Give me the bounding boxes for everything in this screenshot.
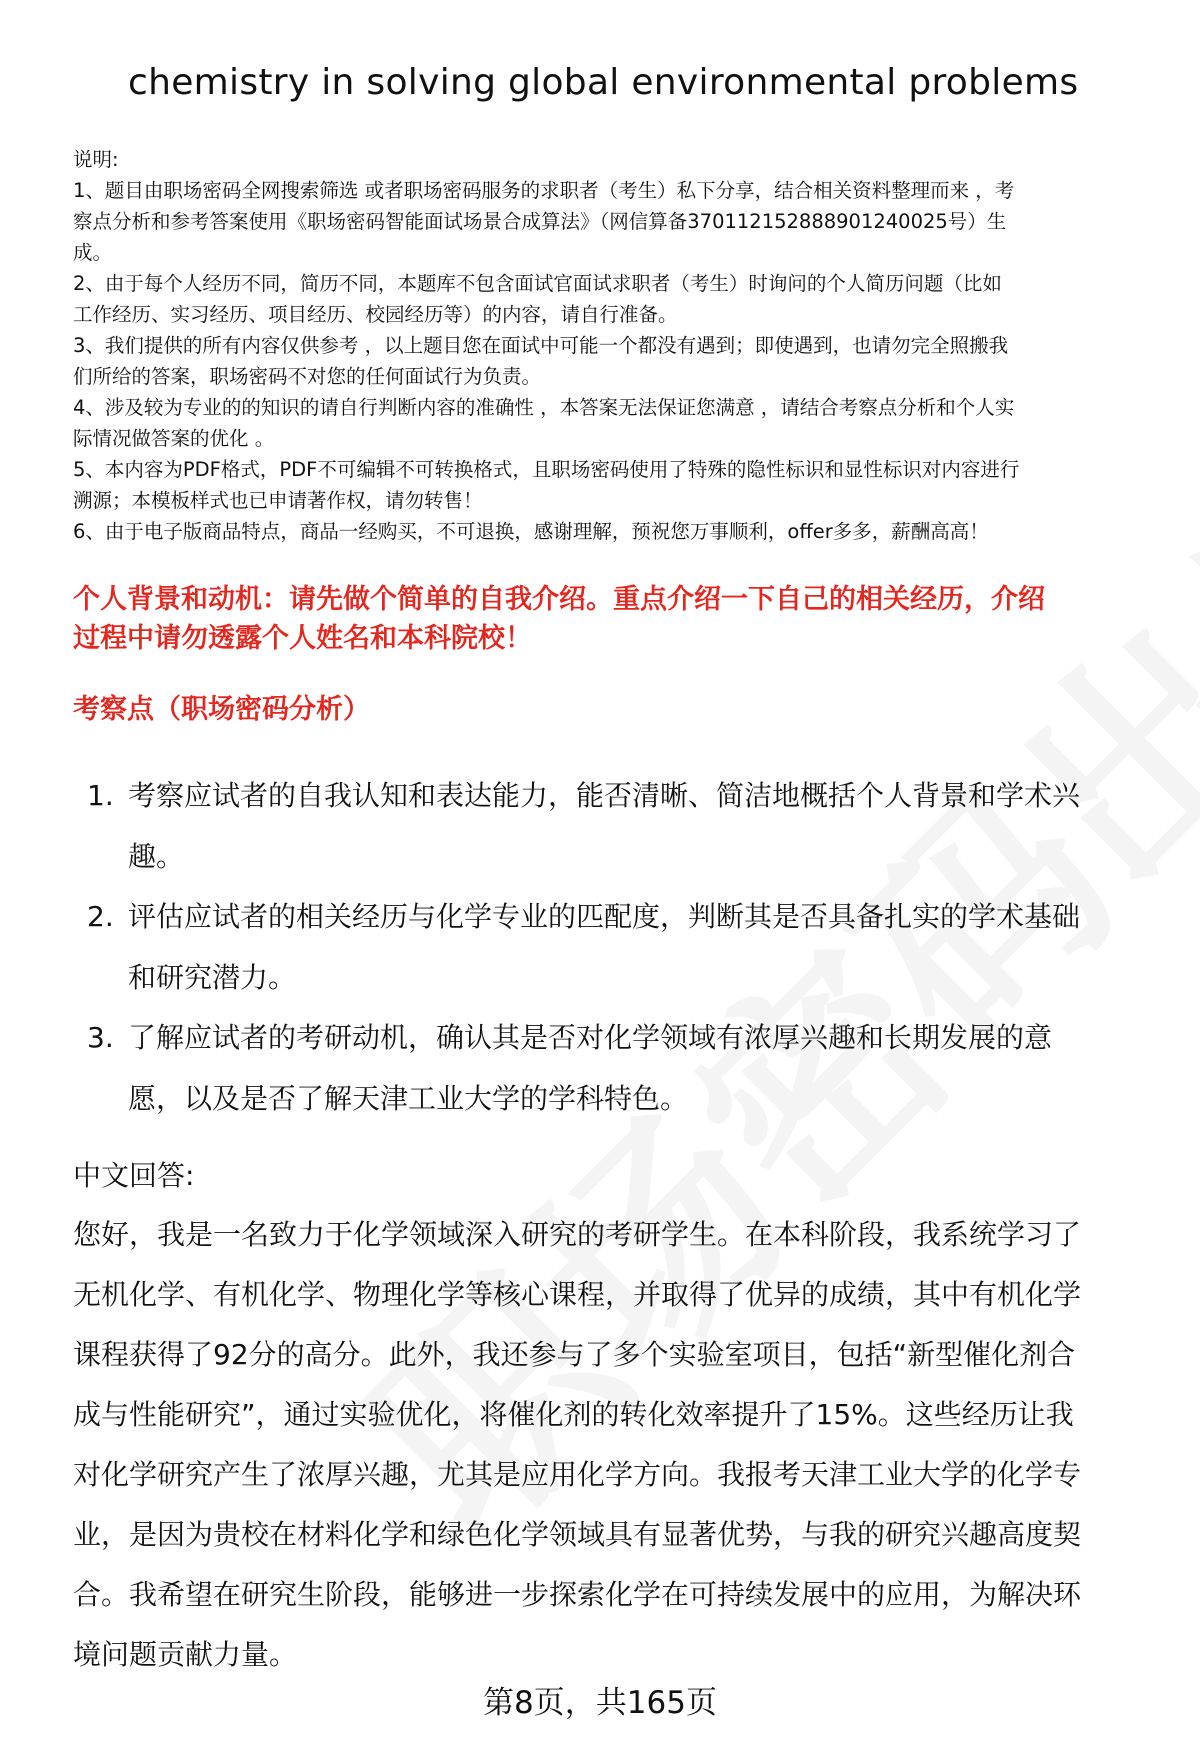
key-point-number: 1. [87,779,114,812]
notes-line: 4、涉及较为专业的的知识的请自行判断内容的准确性 ，本答案无法保证您满意 ，请结合考察点分析和个人实 [73,396,1015,419]
answer-line: 课程获得了92分的高分。此外，我还参与了多个实验室项目，包括“新型催化剂合 [73,1338,1076,1371]
notes-line: 1、题目由职场密码全网搜索筛选 或者职场密码服务的求职者（考生）私下分享，结合相关资料整理而来 ，考 [73,179,1015,202]
key-point-item [87,886,1080,1008]
notes-line: 察点分析和参考答案使用《职场密码智能面试场景合成算法》（网信算备370112152888901240025号）生 [73,210,1007,233]
key-point-item [87,765,1080,887]
answer-line: 境问题贡献力量。 [73,1638,298,1671]
answer-line: 成与性能研究”，通过实验优化，将催化剂的转化效率提升了15%。这些经历让我 [73,1398,1074,1431]
key-point-line: 了解应试者的考研动机，确认其是否对化学领域有浓厚兴趣和长期发展的意 [128,1021,1053,1054]
answer-paragraph [73,1205,1081,1685]
question-heading [73,580,1045,658]
key-point-line: 和研究潜力。 [128,961,297,994]
notes-line: 溯源；本模板样式也已申请著作权，请勿转售！ [73,489,483,512]
notes-line: 5、本内容为PDF格式，PDF不可编辑不可转换格式，且职场密码使用了特殊的隐性标识和显性标识对内容进行 [73,458,1020,481]
key-point-line: 评估应试者的相关经历与化学专业的匹配度，判断其是否具备扎实的学术基础 [128,900,1081,933]
key-points-list [87,765,1080,1128]
question-line: 过程中请勿透露个人姓名和本科院校！ [73,623,532,654]
answer-label: 中文回答: [73,1159,195,1192]
notes-label: 说明: [73,148,119,171]
key-point-line: 趣。 [128,840,185,873]
notes-section [73,144,1019,547]
page-title: chemistry in solving global environmental problems [128,62,1079,103]
answer-line: 业，是因为贵校在材料化学和绿色化学领域具有显著优势，与我的研究兴趣高度契 [73,1518,1082,1551]
notes-line: 6、由于电子版商品特点，商品一经购买，不可退换，感谢理解，预祝您万事顺利，offer多多，薪酬高高！ [73,520,989,543]
answer-line: 您好，我是一名致力于化学领域深入研究的考研学生。在本科阶段，我系统学习了 [73,1218,1082,1251]
answer-line: 对化学研究产生了浓厚兴趣，尤其是应用化学方向。我报考天津工业大学的化学专 [73,1458,1082,1491]
notes-line: 们所给的答案，职场密码不对您的任何面试行为负责。 [73,365,542,388]
key-point-number: 2. [87,900,114,933]
notes-line: 2、由于每个人经历不同，简历不同，本题库不包含面试官面试求职者（考生）时询问的个人简历问题（比如 [73,272,1002,295]
answer-line: 合。我希望在研究生阶段，能够进一步探索化学在可持续发展中的应用，为解决环 [73,1578,1082,1611]
notes-lines [73,175,1019,547]
notes-line: 际情况做答案的优化 。 [73,427,275,450]
key-point-item [87,1007,1080,1129]
question-line: 个人背景和动机：请先做个简单的自我介绍。重点介绍一下自己的相关经历，介绍 [73,584,1045,615]
notes-line: 成。 [73,241,113,264]
key-point-line: 愿，以及是否了解天津工业大学的学科特色。 [128,1082,689,1115]
notes-line: 工作经历、实习经历、项目经历、校园经历等）的内容，请自行准备。 [73,303,678,326]
key-point-line: 考察应试者的自我认知和表达能力，能否清晰、简洁地概括个人背景和学术兴 [128,779,1081,812]
answer-line: 无机化学、有机化学、物理化学等核心课程，并取得了优异的成绩，其中有机化学 [73,1278,1082,1311]
notes-line: 3、我们提供的所有内容仅供参考 ，以上题目您在面试中可能一个都没有遇到；即使遇到，也请勿完全照搬我 [73,334,1009,357]
key-point-number: 3. [87,1021,114,1054]
key-points-heading: 考察点（职场密码分析） [73,694,370,725]
page-footer: 第8页，共165页 [483,1685,717,1721]
